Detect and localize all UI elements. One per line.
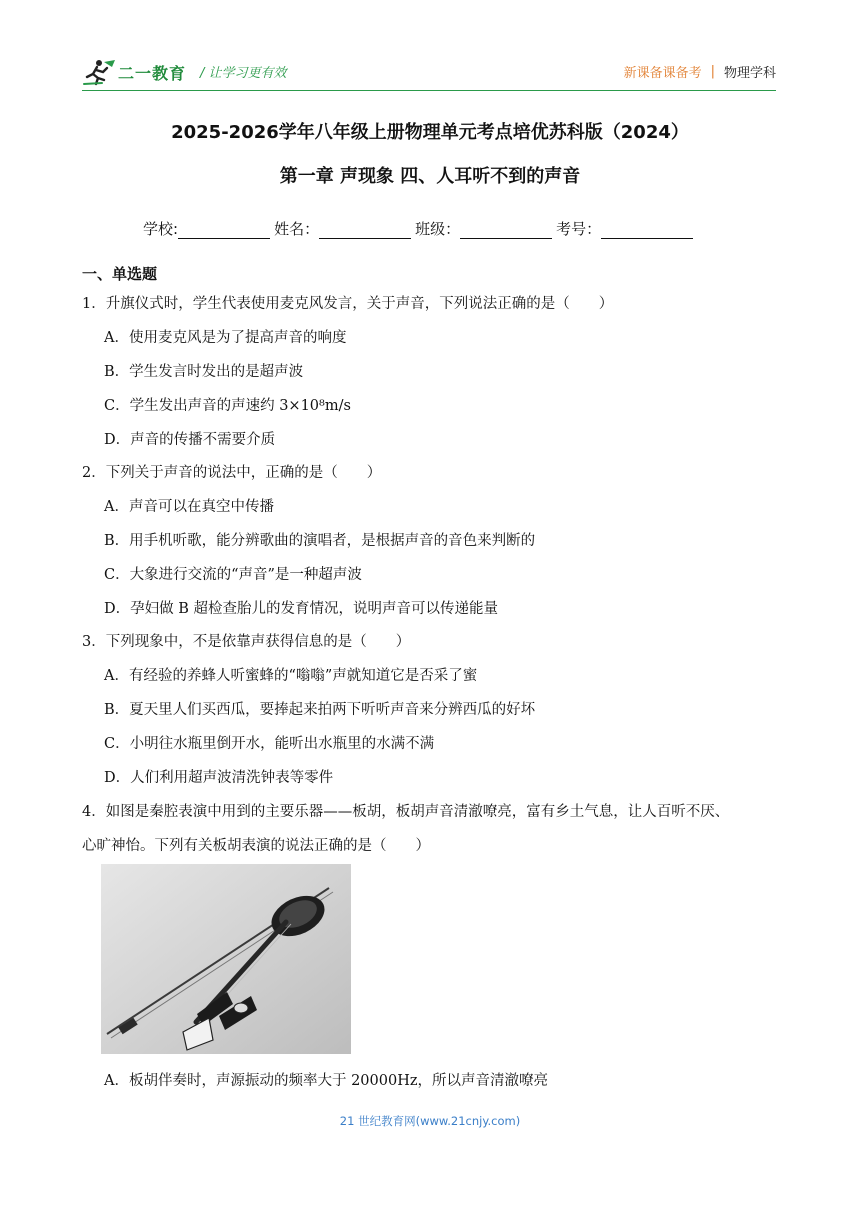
question-2-option-c: C．大象进行交流的“声音”是一种超声波 xyxy=(104,567,362,583)
header-right xyxy=(624,62,776,81)
header-divider xyxy=(82,90,776,91)
student-info-row xyxy=(143,218,697,239)
question-2-option-d: D．孕妇做 B 超检查胎儿的发育情况，说明声音可以传递能量 xyxy=(104,601,498,617)
number-label: 考号： xyxy=(556,220,602,238)
question-2-option-a: A．声音可以在真空中传播 xyxy=(104,499,274,515)
question-2-stem: 2．下列关于声音的说法中，正确的是（ ） xyxy=(82,465,382,481)
question-3-option-a: A．有经验的养蜂人听蜜蜂的“嗡嗡”声就知道它是否采了蜜 xyxy=(104,668,478,684)
page-header xyxy=(82,58,776,90)
runner-logo-icon xyxy=(82,58,116,86)
question-3-option-b: B．夏天里人们买西瓜，要捧起来拍两下听听声音来分辨西瓜的好坏 xyxy=(104,702,536,718)
question-1-option-d: D．声音的传播不需要介质 xyxy=(104,432,276,448)
document-subtitle: 第一章 声现象 四、人耳听不到的声音 xyxy=(279,166,581,187)
question-1-option-b: B．学生发言时发出的是超声波 xyxy=(104,364,304,380)
class-blank[interactable] xyxy=(460,220,552,239)
question-3-stem: 3．下列现象中，不是依靠声获得信息的是（ ） xyxy=(82,634,411,650)
slogan: / 让学习更有效 xyxy=(200,66,287,81)
logo xyxy=(82,58,186,86)
footer-source: 21 世纪教育网(www.21cnjy.com) xyxy=(339,1114,521,1128)
name-blank[interactable] xyxy=(319,220,411,239)
question-2-option-b: B．用手机听歌，能分辨歌曲的演唱者，是根据声音的音色来判断的 xyxy=(104,533,536,549)
question-4-stem-line2: 心旷神怡。下列有关板胡表演的说法正确的是（ ） xyxy=(82,838,430,854)
school-label: 学校: xyxy=(143,220,179,238)
question-1-option-c: C．学生发出声音的声速约 3×10⁸m/s xyxy=(104,398,351,414)
name-label: 姓名： xyxy=(274,220,320,238)
question-1-option-a: A．使用麦克风是为了提高声音的响度 xyxy=(104,330,347,346)
class-label: 班级： xyxy=(415,220,461,238)
school-blank[interactable] xyxy=(178,220,270,239)
question-3-option-d: D．人们利用超声波清洗钟表等零件 xyxy=(104,770,334,786)
question-3-option-c: C．小明往水瓶里倒开水，能听出水瓶里的水满不满 xyxy=(104,736,435,752)
document-title: 2025-2026学年八年级上册物理单元考点培优苏科版（2024） xyxy=(171,122,689,143)
question-4-stem-line1: 4．如图是秦腔表演中用到的主要乐器——板胡，板胡声音清澈嘹亮，富有乡土气息，让人百听不厌、 xyxy=(82,804,730,820)
logo-text: 二一教育 xyxy=(118,63,187,83)
header-tag: 新课备课备考 xyxy=(623,66,702,81)
number-blank[interactable] xyxy=(601,220,693,239)
banhu-instrument-image xyxy=(101,864,351,1054)
question-4-option-a: A．板胡伴奏时，声源振动的频率大于 20000Hz，所以声音清澈嘹亮 xyxy=(104,1073,548,1089)
header-separator: | xyxy=(710,64,715,79)
question-1-stem: 1．升旗仪式时，学生代表使用麦克风发言，关于声音，下列说法正确的是（ ） xyxy=(82,296,614,312)
section-heading: 一、单选题 xyxy=(82,265,158,283)
header-subject: 物理学科 xyxy=(723,66,776,81)
